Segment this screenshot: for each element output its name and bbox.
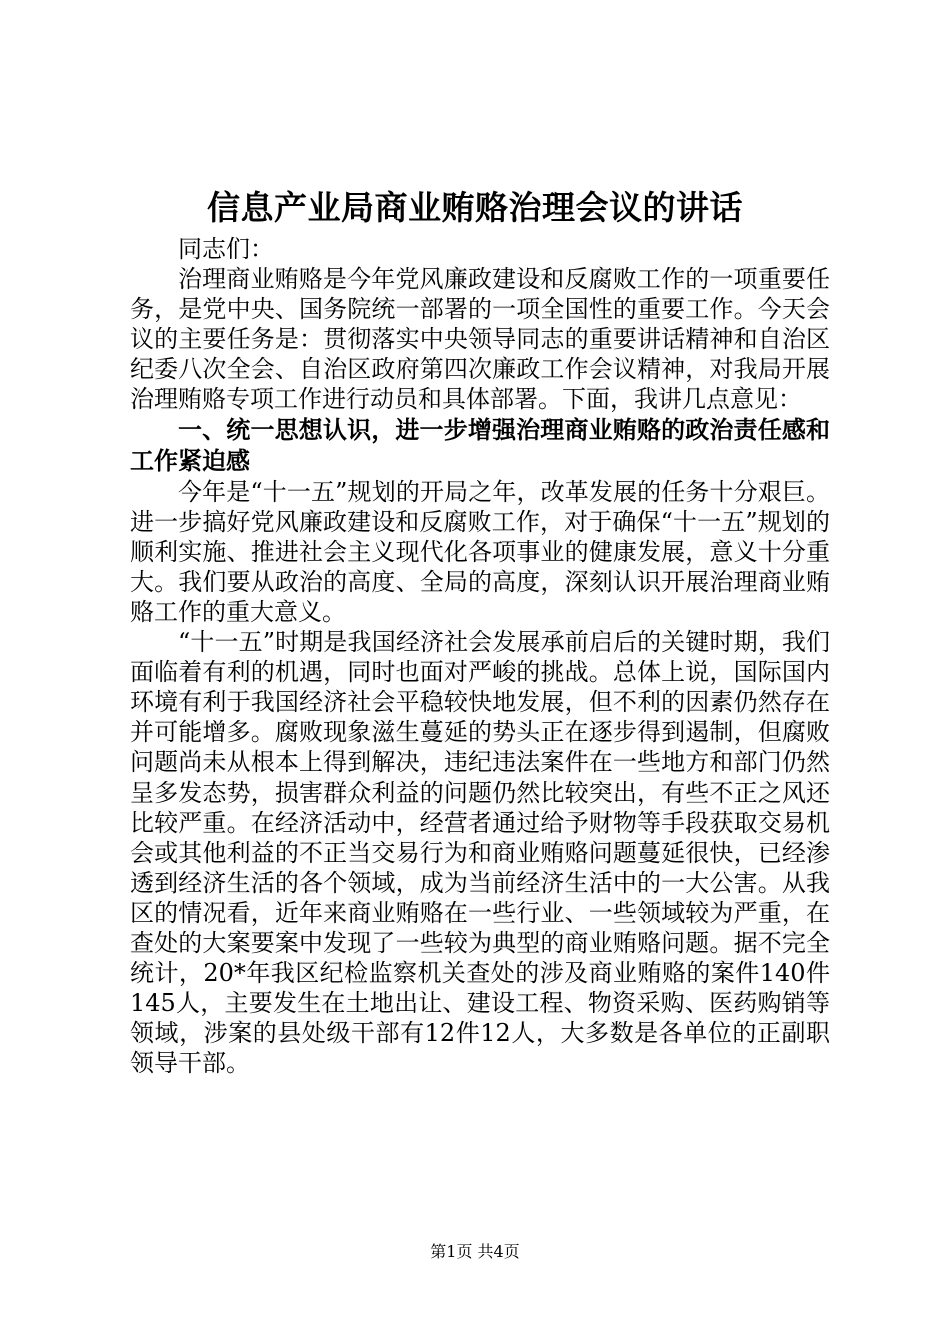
paragraph-intro: 治理商业贿赂是今年党风廉政建设和反腐败工作的一项重要任务，是党中央、国务院统一部署的一项全国性的重要工作。今天会议的主要任务是：贯彻落实中央领导同志的重要讲话精神和自治区纪委八次全会、自治区政府第四次廉政工作会议精神，对我局开展治理贿赂专项工作进行动员和具体部署。下面，我讲几点意见： bbox=[130, 265, 830, 414]
salutation: 同志们： bbox=[178, 235, 274, 263]
section-heading-1: 一、统一思想认识，进一步增强治理商业贿赂的政治责任感和工作紧迫感 bbox=[130, 415, 830, 475]
document-body bbox=[130, 234, 830, 1078]
document-title: 信息产业局商业贿赂治理会议的讲话 bbox=[207, 188, 743, 227]
paragraph-3: “十一五”时期是我国经济社会发展承前启后的关键时期，我们面临着有利的机遇，同时也面对严峻的挑战。总体上说，国际国内环境有利于我国经济社会平稳较快地发展，但不利的因素仍然存在并可能增多。腐败现象滋生蔓延的势头正在逐步得到遏制，但腐败问题尚未从根本上得到解决，违纪违法案件在一些地方和部门仍然呈多发态势，损害群众利益的问题仍然比较突出，有些不正之风还比较严重。在经济活动中，经营者通过给予财物等手段获取交易机会或其他利益的不正当交易行为和商业贿赂问题蔓延很快，已经渗透到经济生活的各个领域，成为当前经济生活中的一大公害。从我区的情况看，近年来商业贿赂在一些行业、一些领域较为严重，在查处的大案要案中发现了一些较为典型的商业贿赂问题。据不完全统计，20*年我区纪检监察机关查处的涉及商业贿赂的案件140件145人，主要发生在土地出让、建设工程、物资采购、医药购销等领域，涉案的县处级干部有12件12人，大多数是各单位的正副职领导干部。 bbox=[130, 628, 830, 1078]
paragraph-2: 今年是“十一五”规划的开局之年，改革发展的任务十分艰巨。进一步搞好党风廉政建设和反腐败工作，对于确保“十一五”规划的顺利实施、推进社会主义现代化各项事业的健康发展，意义十分重大。我们要从政治的高度、全局的高度，深刻认识开展治理商业贿赂工作的重大意义。 bbox=[130, 477, 830, 626]
page-number-footer: 第1页 共4页 bbox=[430, 1242, 520, 1261]
